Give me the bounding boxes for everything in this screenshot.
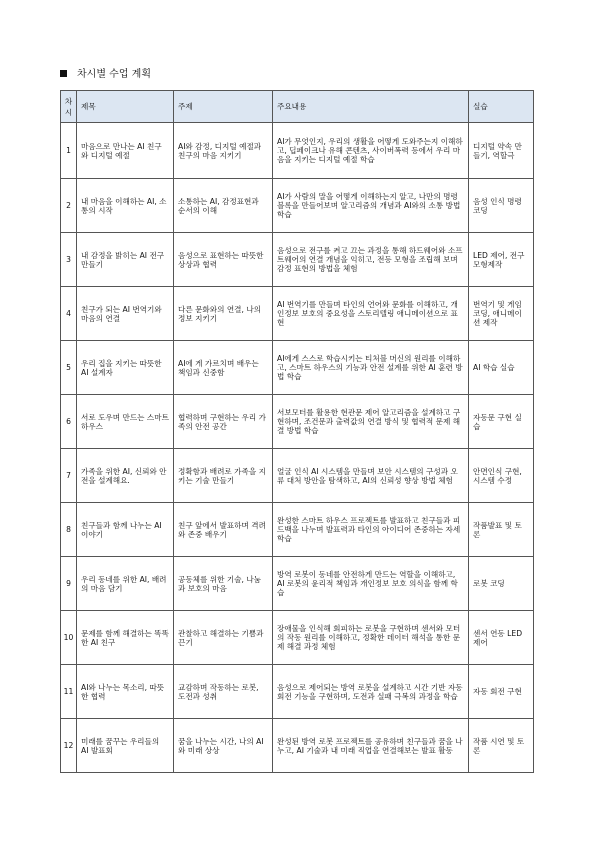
table-row <box>61 341 534 395</box>
cell-no: 11 <box>61 665 77 719</box>
cell-practice: 디지털 약속 만들기, 역할극 <box>469 123 534 179</box>
cell-no: 9 <box>61 557 77 611</box>
cell-title: 우리 동네를 위한 AI, 배려의 마음 담기 <box>77 557 174 611</box>
cell-content: 장애물을 인식해 회피하는 로봇을 구현하며 센서와 모터의 작동 원리를 이해하고, 정확한 데이터 해석을 통한 문제 해결 과정 체험 <box>273 611 469 665</box>
cell-no: 8 <box>61 503 77 557</box>
cell-no: 10 <box>61 611 77 665</box>
cell-theme: AI에 게 가르치며 배우는 책임과 신중함 <box>174 341 273 395</box>
cell-practice: LED 제어, 전구 모형제작 <box>469 233 534 287</box>
table-row <box>61 665 534 719</box>
cell-content: 음성으로 제어되는 방역 로봇을 설계하고 시간 기반 자동 회전 기능을 구현하며, 도전과 실패 극복의 과정을 학습 <box>273 665 469 719</box>
table-row <box>61 123 534 179</box>
cell-title: 친구가 되는 AI 번역기와 마음의 연결 <box>77 287 174 341</box>
table-row <box>61 233 534 287</box>
cell-title: 친구들과 함께 나누는 AI 이야기 <box>77 503 174 557</box>
header-theme: 주제 <box>174 91 273 123</box>
cell-title: 내 마음을 이해하는 AI, 소통의 시작 <box>77 179 174 233</box>
cell-content: AI가 사람의 말을 어떻게 이해하는지 알고, 나만의 명령 블록을 만들어보며 알고리즘의 개념과 AI와의 소통 방법 학습 <box>273 179 469 233</box>
cell-title: 내 감정을 밝히는 AI 전구 만들기 <box>77 233 174 287</box>
table-row <box>61 287 534 341</box>
cell-practice: 번역기 및 게임코딩, 애니메이션 제작 <box>469 287 534 341</box>
cell-practice: 자동문 구현 실습 <box>469 395 534 449</box>
cell-content: AI가 무엇인지, 우리의 생활을 어떻게 도와주는지 이해하고, 딥페이크나 유해 콘텐츠, 사이버폭력 등에서 우리 마음을 지키는 디지털 예절 학습 <box>273 123 469 179</box>
cell-title: AI와 나누는 목소리, 따뜻한 협력 <box>77 665 174 719</box>
lesson-plan-table <box>60 90 534 773</box>
cell-theme: 친구 앞에서 발표하며 격려와 존중 배우기 <box>174 503 273 557</box>
cell-practice: 안면인식 구현, 시스템 수정 <box>469 449 534 503</box>
cell-title: 우리 집을 지키는 따뜻한 AI 설계자 <box>77 341 174 395</box>
cell-title: 서로 도우며 만드는 스마트하우스 <box>77 395 174 449</box>
cell-no: 2 <box>61 179 77 233</box>
cell-content: AI 번역기를 만들며 타인의 언어와 문화를 이해하고, 개인정보 보호의 중요성을 스토리텔링 애니메이션으로 표현 <box>273 287 469 341</box>
cell-practice: 센서 연동 LED 제어 <box>469 611 534 665</box>
cell-no: 12 <box>61 719 77 773</box>
cell-theme: 다른 문화와의 연결, 나의 정보 지키기 <box>174 287 273 341</box>
cell-theme: 교감하며 작동하는 로봇, 도전과 성취 <box>174 665 273 719</box>
cell-practice: 로봇 코딩 <box>469 557 534 611</box>
table-row <box>61 395 534 449</box>
table-header-row <box>61 91 534 123</box>
cell-content: 얼굴 인식 AI 시스템을 만들며 보안 시스템의 구성과 오류 대처 방안을 탐색하고, AI의 신뢰성 향상 방법 체험 <box>273 449 469 503</box>
cell-content: 서보모터를 활용한 현관문 제어 알고리즘을 설계하고 구현하며, 조건문과 출력값의 연결 방식 및 협력적 문제 해결 방법 학습 <box>273 395 469 449</box>
cell-practice: 자동 회전 구현 <box>469 665 534 719</box>
cell-no: 3 <box>61 233 77 287</box>
cell-theme: 관찰하고 해결하는 기쁨과 끈기 <box>174 611 273 665</box>
cell-content: 완성한 스마트 하우스 프로젝트를 발표하고 친구들과 피드백을 나누며 발표력과 타인의 아이디어 존중하는 자세 학습 <box>273 503 469 557</box>
square-bullet-icon <box>60 70 67 77</box>
table-row <box>61 611 534 665</box>
cell-content: 방역 로봇이 동네를 안전하게 만드는 역할을 이해하고, AI 로봇의 윤리적 책임과 개인정보 보호 의식을 함께 학습 <box>273 557 469 611</box>
cell-no: 4 <box>61 287 77 341</box>
cell-title: 가족을 위한 AI, 신뢰와 안전을 설계해요. <box>77 449 174 503</box>
cell-theme: 정확함과 배려로 가족을 지키는 기술 만들기 <box>174 449 273 503</box>
table-row <box>61 179 534 233</box>
cell-practice: 작품 시연 및 토론 <box>469 719 534 773</box>
table-row <box>61 557 534 611</box>
section-heading <box>60 69 151 81</box>
cell-title: 마음으로 만나는 AI 친구와 디지털 예절 <box>77 123 174 179</box>
header-title: 제목 <box>77 91 174 123</box>
cell-content: 음성으로 전구를 켜고 끄는 과정을 통해 하드웨어와 소프트웨어의 연결 개념을 익히고, 전등 모형을 조립해 보며 감정 표현의 방법을 체험 <box>273 233 469 287</box>
cell-practice: 작품발표 및 토론 <box>469 503 534 557</box>
section-heading-text: 차시별 수업 계획 <box>77 69 151 80</box>
header-session: 차시 <box>61 91 77 123</box>
header-practice: 실습 <box>469 91 534 123</box>
cell-no: 5 <box>61 341 77 395</box>
cell-theme: 공동체를 위한 기술, 나눔과 보호의 마음 <box>174 557 273 611</box>
cell-practice: 음성 인식 명령코딩 <box>469 179 534 233</box>
header-content: 주요내용 <box>273 91 469 123</box>
cell-no: 1 <box>61 123 77 179</box>
cell-title: 미래를 꿈꾸는 우리들의 AI 발표회 <box>77 719 174 773</box>
cell-practice: AI 학습 실습 <box>469 341 534 395</box>
cell-theme: AI와 감정, 디지털 예절과 친구의 마음 지키기 <box>174 123 273 179</box>
cell-no: 7 <box>61 449 77 503</box>
cell-content: 완성된 방역 로봇 프로젝트를 공유하며 친구들과 꿈을 나누고, AI 기술과 내 미래 직업을 연결해보는 발표 활동 <box>273 719 469 773</box>
table-row <box>61 719 534 773</box>
cell-theme: 소통하는 AI, 감정표현과 순서의 이해 <box>174 179 273 233</box>
table-row <box>61 503 534 557</box>
cell-content: AI에게 스스로 학습시키는 티처블 머신의 원리를 이해하고, 스마트 하우스의 기능과 안전 설계를 위한 AI 훈련 방법 학습 <box>273 341 469 395</box>
cell-title: 문제를 함께 해결하는 똑똑한 AI 친구 <box>77 611 174 665</box>
cell-theme: 꿈을 나누는 시간, 나의 AI와 미래 상상 <box>174 719 273 773</box>
table-row <box>61 449 534 503</box>
cell-no: 6 <box>61 395 77 449</box>
cell-theme: 음성으로 표현하는 따뜻한 상상과 협력 <box>174 233 273 287</box>
cell-theme: 협력하며 구현하는 우리 가족의 안전 공간 <box>174 395 273 449</box>
